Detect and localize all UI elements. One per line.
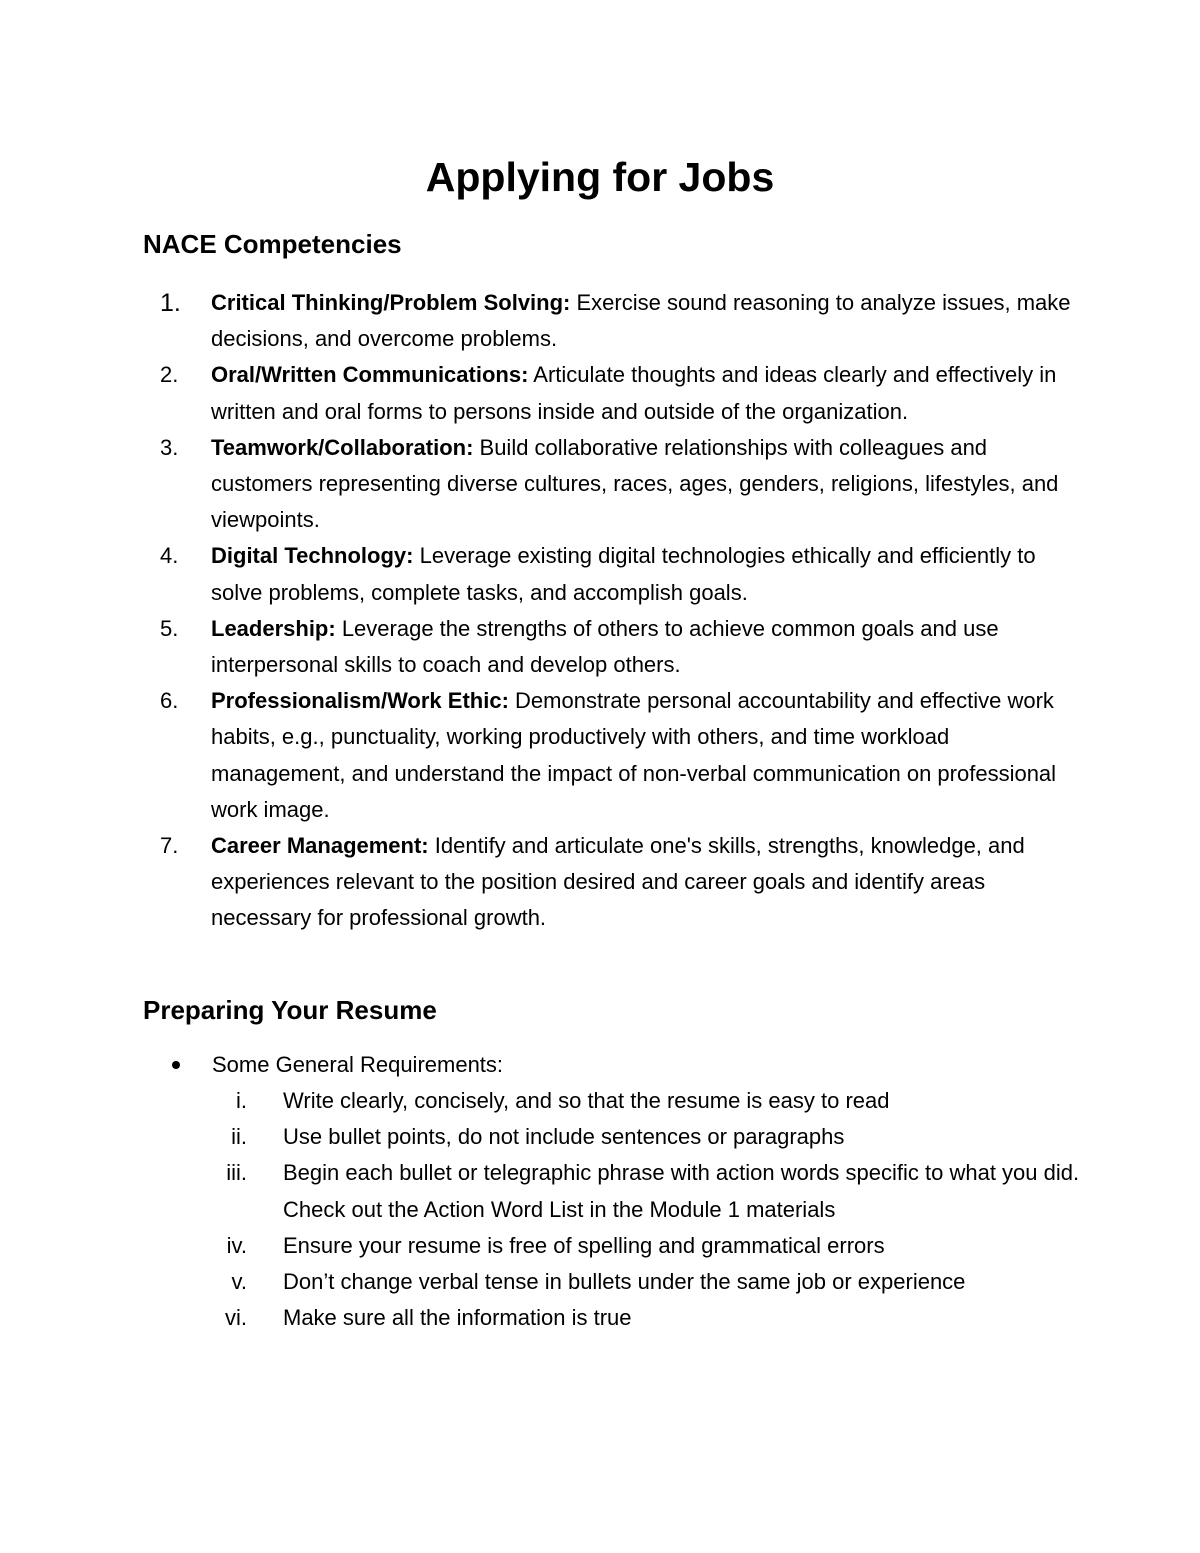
competency-description: Identify and articulate one's skills, strengths, knowledge, and experiences relevant to the position desired and career goals and identify areas necessary for professional growth. (211, 833, 1025, 931)
requirement-text: Don’t change verbal tense in bullets under the same job or experience (283, 1269, 966, 1295)
list-number: 7. (160, 833, 179, 859)
requirement-item (205, 1083, 1085, 1119)
requirement-item (205, 1155, 1085, 1227)
competency-description: Leverage the strengths of others to achieve common goals and use interpersonal skills to coach and develop others. (211, 615, 999, 678)
competency-item (160, 538, 1080, 610)
list-number: 2. (160, 362, 179, 388)
list-number: iv. (226, 1232, 247, 1258)
competency-item (160, 611, 1080, 683)
competency-term: Digital Technology: (211, 543, 414, 569)
competency-description: Articulate thoughts and ideas clearly and effectively in written and oral forms to persons inside and outside of the organization. (211, 362, 1057, 424)
requirement-item (205, 1119, 1085, 1155)
section-heading-resume: Preparing Your Resume (143, 995, 437, 1025)
requirements-list (205, 1083, 1085, 1336)
competency-term: Career Management: (211, 833, 429, 859)
list-number: ii. (231, 1124, 247, 1150)
requirement-text: Begin each bullet or telegraphic phrase with action words specific to what you did. Check out the Action Word List in the Module 1 materials (283, 1160, 1080, 1222)
competency-description: Exercise sound reasoning to analyze issues, make decisions, and overcome problems. (211, 290, 1071, 352)
requirement-text: Ensure your resume is free of spelling and grammatical errors (283, 1232, 885, 1258)
requirement-text: Use bullet points, do not include sentences or paragraphs (283, 1124, 845, 1150)
bullet-text: Some General Requirements: (212, 1052, 504, 1077)
competency-item (160, 357, 1080, 429)
competency-item (160, 285, 1080, 357)
competency-term: Leadership: (211, 615, 336, 641)
list-number: 6. (160, 688, 179, 714)
competency-term: Teamwork/Collaboration: (211, 434, 474, 460)
requirement-text: Write clearly, concisely, and so that the resume is easy to read (283, 1088, 890, 1113)
competency-item (160, 683, 1080, 828)
competency-description: Demonstrate personal accountability and effective work habits, e.g., punctuality, working productively with others, and time workload management, and understand the impact of non-verbal communication on professional work image. (211, 688, 1057, 822)
competency-description: Leverage existing digital technologies ethically and efficiently to solve problems, complete tasks, and accomplish goals. (211, 543, 1036, 605)
list-number: iii. (226, 1160, 247, 1186)
list-number: v. (231, 1269, 247, 1295)
list-number: 5. (160, 615, 179, 641)
competency-term: Oral/Written Communications: (211, 362, 529, 388)
list-number: 3. (160, 434, 179, 460)
competency-item (160, 430, 1080, 539)
requirement-text: Make sure all the information is true (283, 1305, 632, 1331)
requirement-item (205, 1228, 1085, 1264)
competency-term: Professionalism/Work Ethic: (211, 688, 509, 714)
list-number: 4. (160, 543, 179, 569)
competency-item (160, 828, 1080, 937)
competency-term: Critical Thinking/Problem Solving: (211, 290, 571, 315)
requirement-item (205, 1300, 1085, 1336)
competency-list (160, 285, 1080, 937)
competency-description: Build collaborative relationships with colleagues and customers representing diverse cultures, races, ages, genders, religions, lifestyles, and viewpoints. (211, 434, 1059, 533)
bullet-icon (172, 1061, 180, 1069)
requirement-item (205, 1264, 1085, 1300)
list-number: i. (236, 1088, 247, 1113)
list-number: 1. (160, 289, 181, 317)
page-title: Applying for Jobs (425, 154, 775, 200)
list-number: vi. (225, 1305, 247, 1331)
section-heading-nace: NACE Competencies (143, 229, 402, 259)
